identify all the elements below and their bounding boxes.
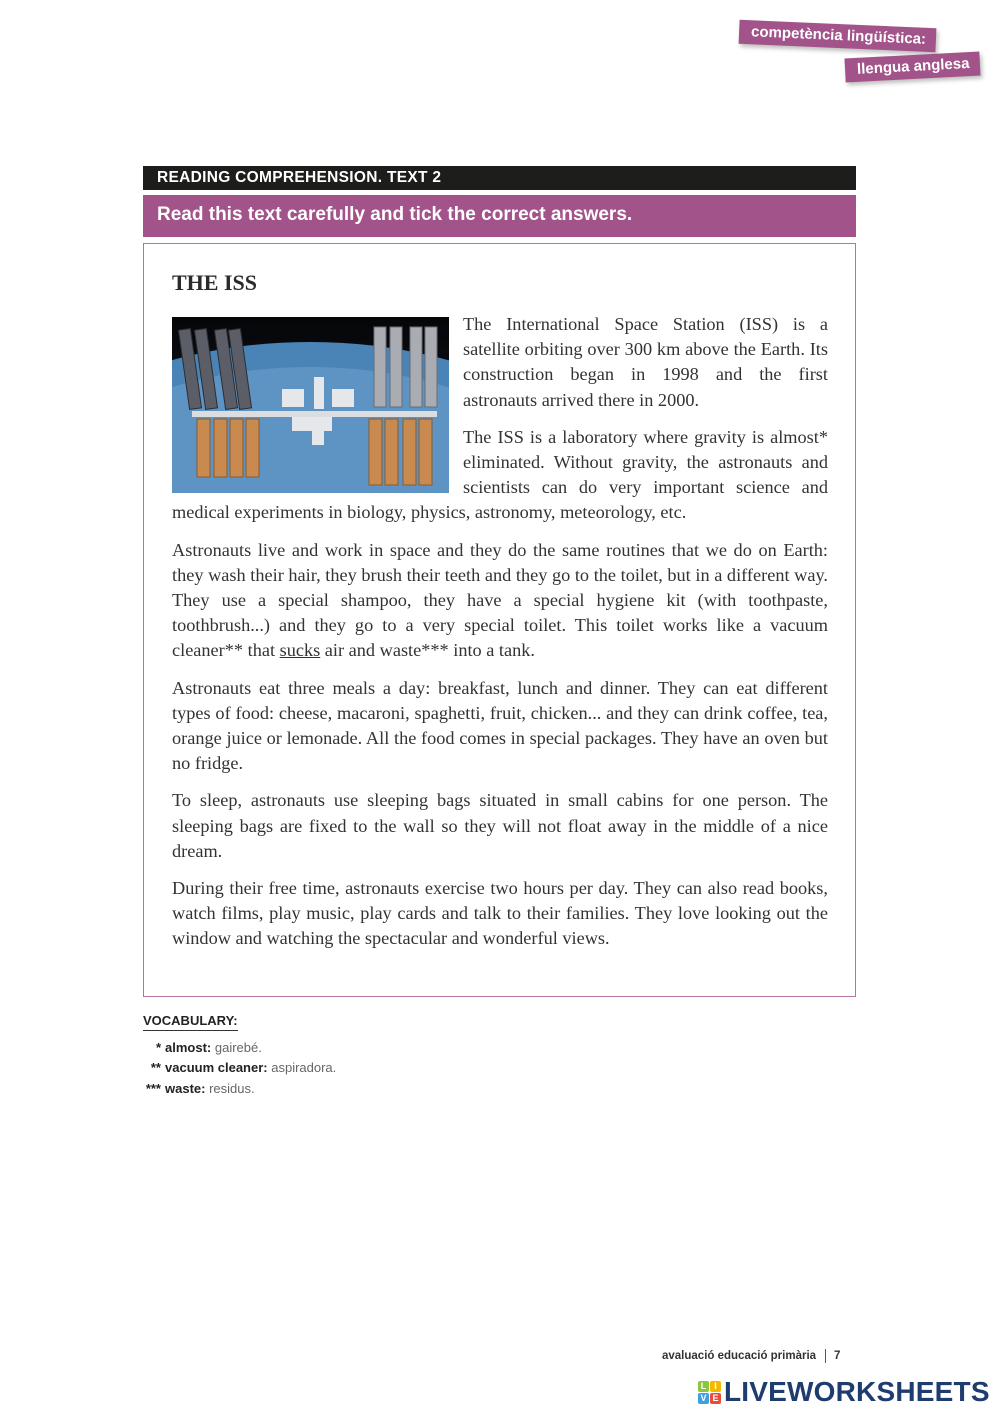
liveworksheets-logo[interactable] — [698, 1376, 990, 1408]
vocabulary-title: VOCABULARY: — [143, 1013, 238, 1031]
vocab-item: * almost: gairebé. — [155, 1040, 262, 1055]
paragraph-6: During their free time, astronauts exercise two hours per day. They can also read books, watch films, play music, play cards and talk to their families. They love looking out the window and watching the spectacular and wonderful views. — [172, 878, 828, 949]
paragraph-5: To sleep, astronauts use sleeping bags situated in small cabins for one person. The sleeping bags are fixed to the wall so they will not float away in the middle of a nice dream. — [172, 790, 828, 861]
footer-divider — [825, 1349, 826, 1363]
paragraph-1: The International Space Station (ISS) is a satellite orbiting over 300 km above the Earth. Its construction began in 1998 and the first astronauts arrived there in 2000. — [463, 314, 828, 410]
instruction-banner: Read this text carefully and tick the correct answers. — [143, 195, 856, 237]
logo-text: LIVEWORKSHEETS — [724, 1376, 990, 1407]
competence-tag: competència lingüística: — [739, 20, 937, 53]
vocab-item: ** vacuum cleaner: aspiradora. — [150, 1060, 337, 1075]
section-title: READING COMPREHENSION. TEXT 2 — [143, 166, 856, 190]
page-footer — [662, 1349, 840, 1363]
footer-text: avaluació educació primària — [662, 1350, 817, 1363]
paragraph-4: Astronauts eat three meals a day: breakfast, lunch and dinner. They can eat different types of food: cheese, macaroni, spaghetti, fruit, chicken... and they can drink coffee, tea, orange juice or lemonade. All the food comes in special packages. They have an oven but no fridge. — [172, 677, 828, 774]
reading-text-box — [143, 243, 856, 997]
page-number: 7 — [834, 1350, 841, 1363]
article-title: THE ISS — [172, 270, 257, 295]
paragraph-3: Astronauts live and work in space and they do the same routines that we do on Earth: they wash their hair, they brush their teeth and they go to the toilet, but in a different way. They use a special shampoo, they have a special hygiene kit (with toothpaste, toothbrush...) and they go to a very special toilet. This toilet works like a vacuum cleaner** that sucks air and waste*** into a tank. — [172, 539, 828, 661]
live-blocks-icon: L I V E — [698, 1381, 721, 1404]
iss-photo — [172, 317, 449, 493]
underlined-word: sucks — [279, 640, 321, 661]
vocab-item: *** waste: residus. — [145, 1081, 255, 1096]
language-tag: llengua anglesa — [844, 51, 980, 82]
space-station-icon — [172, 317, 449, 493]
paragraph-2: The ISS is a laboratory where gravity is almost* eliminated. Without gravity, the astronauts and scientists can do very important science and medical experiments in biology, physics, astronomy, meteorology, etc. — [172, 426, 828, 523]
